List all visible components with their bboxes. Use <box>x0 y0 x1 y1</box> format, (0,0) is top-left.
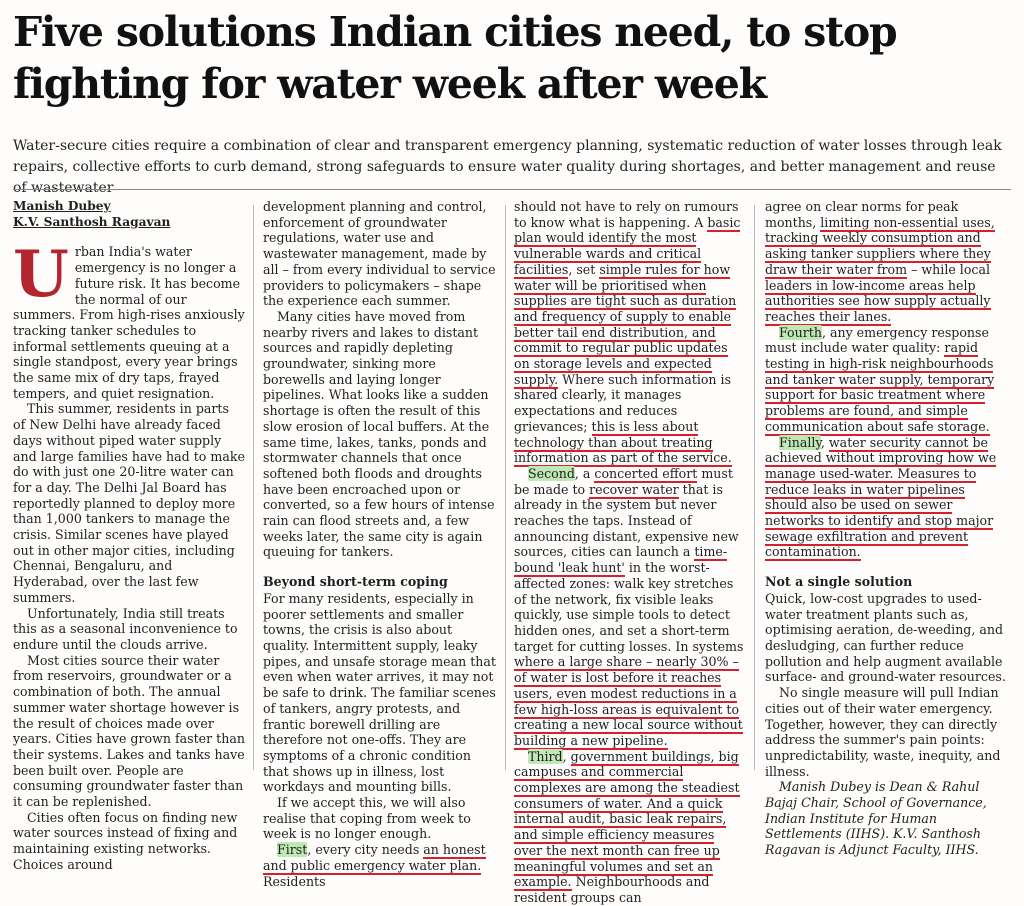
paragraph-text: rban India's water emergency is no longer a future risk. It has become the normal of our summers. From high-rises anxiously tracking tanker schedules to informal settlements queuing at a single standpost, every year brings the same mix of dry taps, frayed tempers, and quiet resignation. <box>13 244 245 401</box>
paragraph: If we accept this, we will also realise that coping from week to week is no longer enough. <box>263 795 471 842</box>
red-underline: where a large share – nearly 30% – of water is lost before it reaches users, even modest reductions in a few high-loss areas is equivalent to creating a new local source without building a new pipeline. <box>514 654 743 748</box>
paragraph <box>514 199 746 466</box>
red-underline: basic plan would identify the most vulnerable wards and critical facilities <box>514 214 741 277</box>
paragraph <box>13 237 245 401</box>
red-underline: water security cannot be achieved without improving how we manage used-water. Measures to reduce leaks in water pipelines should also be used on sewer networks to identify and stop major sewage exfiltration and prevent contamination. <box>765 434 997 560</box>
text-run: agree on clear norms for peak months, <box>765 199 959 230</box>
paragraph: Many cities have moved from nearby rivers and lakes to distant sources and rapidly depleting groundwater, sinking more borewells and laying longer pipelines. What looks like a sudden shortage is often the result of this slow erosion of local buffers. At the same time, lakes, tanks, ponds and stormwater channels that once softened both floods and droughts have been encroached upon or converted, so a few hours of intense rain can flood streets and, a few weeks later, the same city is again queuing for tankers. <box>263 308 495 560</box>
paragraph: For many residents, especially in poorer settlements and smaller towns, the crisis is also about quality. Intermittent supply, leaky pipes, and unsafe storage mean that even when water arrives, it may not be safe to drink. The familiar scenes of tankers, angry protests, and frantic borewell drilling are therefore not one-offs. They are symptoms of a chronic condition that shows up in illness, lost workdays and mounting bills. <box>263 590 496 795</box>
green-highlight: Second <box>528 465 575 481</box>
headline: Five solutions Indian cities need, to stop fighting for water week after week <box>13 8 897 108</box>
text-run: in the worst-affected zones: walk key stretches of the network, fix visible leaks quickly, use simple tools to detect hidden ones, and set a short-term target for cutting losses. In systems <box>514 560 744 654</box>
red-underline: leaders in low-income areas help authorities see how supply actually reaches their lanes. <box>765 277 991 324</box>
red-underline: an honest and public emergency water plan. <box>263 842 486 873</box>
red-underline: limiting non-essential uses, tracking weekly consumption and asking tanker suppliers where they draw their water from <box>765 214 995 277</box>
red-underline: government buildings, big campuses and commercial complexes are among the steadiest consumers of water. And a quick internal audit, basic leak repairs, and simple efficiency measures over the next month can free up meaningful volumes and set an example. <box>514 748 740 890</box>
red-underline: concerted effort <box>594 465 698 481</box>
column-3 <box>514 199 746 906</box>
subheading: Not a single solution <box>765 574 913 590</box>
paragraph <box>765 325 1011 435</box>
red-underline: rapid testing in high-risk neighbourhoods and tanker water supply, temporary support for basic treatment where problems are found, and simple communication about safe storage. <box>765 340 995 434</box>
header-rule <box>13 189 1011 190</box>
paragraph: Cities often focus on finding new water sources instead of fixing and maintaining existing networks. Choices around <box>13 809 238 872</box>
text-run: , a <box>574 465 595 481</box>
text-run: must be made to <box>514 465 733 497</box>
paragraph <box>263 842 497 889</box>
red-underline: this is less about technology than about treating information as part of the service. <box>514 418 732 466</box>
text-run: , <box>820 434 829 450</box>
green-highlight: Third <box>528 748 563 764</box>
text-run: , <box>562 748 571 764</box>
paragraph <box>765 435 1011 561</box>
text-run: , every city needs <box>307 842 424 858</box>
red-underline: simple rules for how water will be prioritised when supplies are tight such as duration and frequency of supply to enable better tail end distribution, and commit to regular public updates on storage levels and expected supply. <box>514 261 737 387</box>
author-2: K.V. Santhosh Ragavan <box>13 214 171 229</box>
text-run: Neighbourhoods and resident groups can <box>514 874 710 905</box>
paragraph: Unfortunately, India still treats this as a seasonal inconvenience to endure until the clouds arrive. <box>13 605 238 652</box>
paragraph: This summer, residents in parts of New Delhi have already faced days without piped water supply and large families have had to make do with just one 20-litre water can for a day. The Delhi Jal Board has reportedly planned to deploy more than 1,000 tankers to manage the crisis. Similar scenes have played out in other major cities, including Chennai, Bengaluru, and Hyderabad, over the last few summers. <box>13 401 245 605</box>
column-divider <box>505 205 506 770</box>
column-divider <box>754 205 755 770</box>
drop-cap: U <box>13 237 69 313</box>
column-divider <box>253 205 254 770</box>
green-highlight: First <box>277 842 308 858</box>
paragraph <box>514 466 746 749</box>
author-bio: Manish Dubey is Dean & Rahul Bajaj Chair, School of Governance, Indian Institute for Human Settlements (IIHS). K.V. Santhosh Ragavan is Adjunct Faculty, IIHS. <box>765 779 987 858</box>
text-run: – while local <box>907 261 990 277</box>
paragraph: Most cities source their water from reservoirs, groundwater or a combination of both. The annual summer water shortage however is the result of choices made over years. Cities have grown faster than their systems. Lakes and tanks have been built over. People are consuming groundwater faster than it can be replenished. <box>13 652 245 810</box>
column-1 <box>13 199 245 873</box>
green-highlight: Finally <box>779 434 821 450</box>
text-run: Residents <box>263 873 326 889</box>
paragraph: No single measure will pull Indian cities out of their water emergency. Together, however, they can directly address the summer's pain points: unpredictability, waste, inequity, and illness. <box>765 685 1001 779</box>
subheading: Beyond short-term coping <box>263 574 448 590</box>
text-run: Where such information is shared clearly, it manages expectations and reduces grievances; <box>514 371 732 434</box>
standfirst: Water-secure cities require a combination of clear and transparent emergency planning, systematic reduction of water losses through leak repairs, collective efforts to curb demand, strong safeguards to ensure water quality during shortages, and better management and reuse of wastewater <box>13 138 1002 196</box>
paragraph <box>514 749 746 906</box>
text-run: , any emergency response must include water quality: <box>765 324 989 356</box>
red-underline: time-bound 'leak hunt' <box>514 544 728 576</box>
column-2 <box>263 199 497 889</box>
author-1: Manish Dubey <box>13 199 111 213</box>
red-underline: recover water <box>589 481 679 497</box>
text-run: that is already in the system but never reaches the taps. Instead of announcing distant, expensive new sources, cities can launch a <box>514 481 739 560</box>
column-4 <box>765 199 1011 858</box>
paragraph <box>765 199 1011 325</box>
text-run: , set <box>568 261 600 277</box>
paragraph: development planning and control, enforcement of groundwater regulations, water use and wastewater management, made by all – from every individual to service providers to policymakers – shape the experience each summer. <box>263 199 496 309</box>
text-run: should not have to rely on rumours to know what is happening. A <box>514 199 739 230</box>
paragraph: Quick, low-cost upgrades to used-water treatment plants such as, optimising aeration, de-weeding, and desludging, can further reduce pollution and help augment available surface- and ground-water resources. <box>765 590 1006 685</box>
green-highlight: Fourth <box>779 324 822 340</box>
